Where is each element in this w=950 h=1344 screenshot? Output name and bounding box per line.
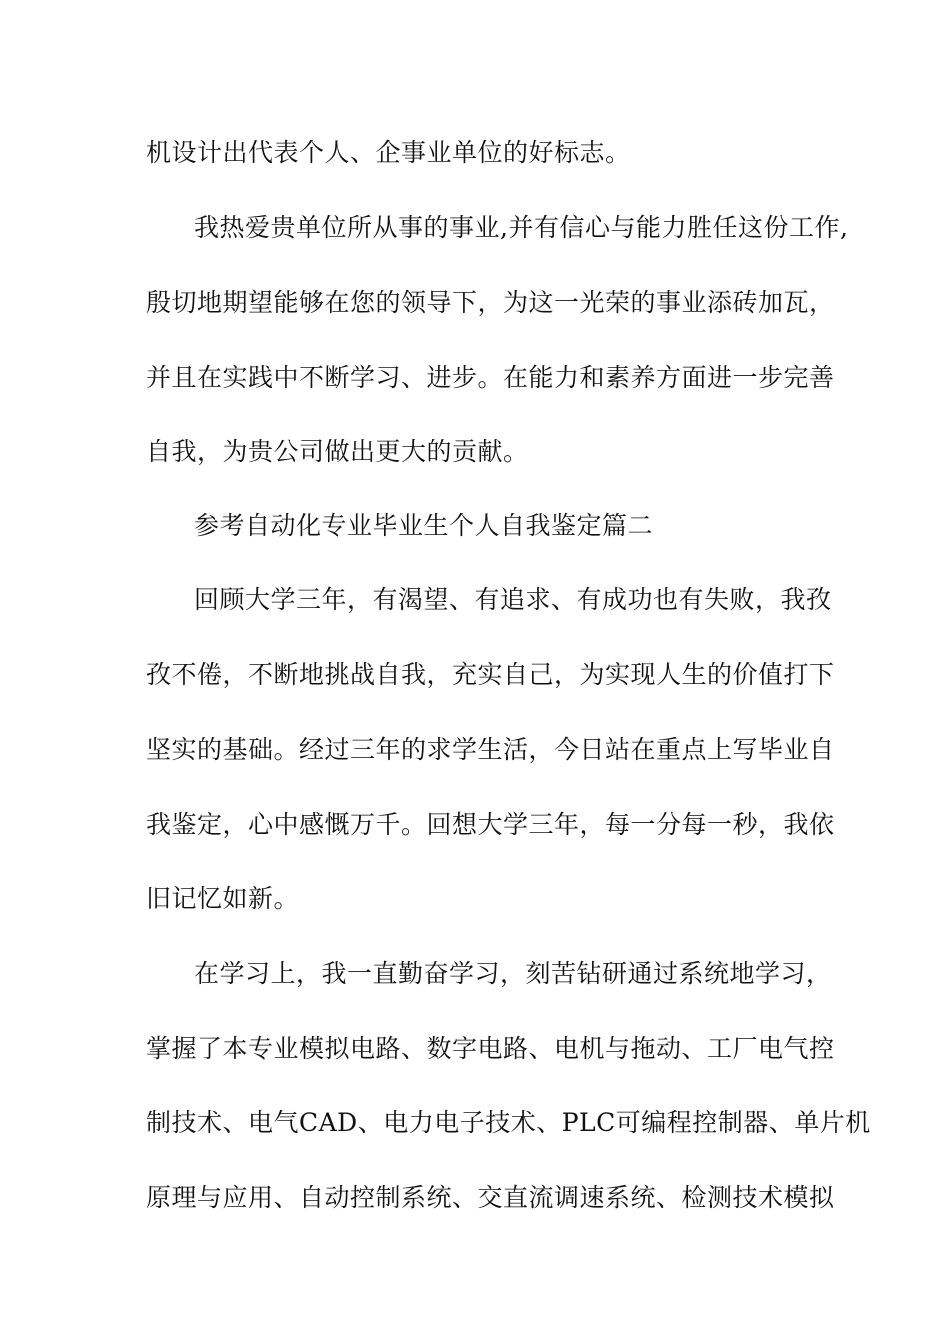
text-line-10: 我鉴定，心中感慨万千。回想大学三年，每一分每一秒，我依	[146, 810, 835, 839]
text-line-8: 孜不倦，不断地挑战自我，充实自己，为实现人生的价值打下	[146, 660, 835, 689]
text-line-4: 并且在实践中不断学习、进步。在能力和素养方面进一步完善	[146, 363, 835, 392]
text-line-2: 我热爱贵单位所从事的事业,并有信心与能力胜任这份工作,	[194, 213, 849, 242]
text-line-15: 原理与应用、自动控制系统、交直流调速系统、检测技术模拟	[146, 1183, 835, 1212]
text-line-12: 在学习上，我一直勤奋学习，刻苦钻研通过系统地学习，	[194, 959, 832, 988]
text-line-3: 殷切地期望能够在您的领导下，为这一光荣的事业添砖加瓦，	[146, 288, 835, 317]
text-line-9: 坚实的基础。经过三年的求学生活，今日站在重点上写毕业自	[146, 735, 835, 764]
text-line-5: 自我，为贵公司做出更大的贡献。	[146, 437, 529, 466]
text-line-7: 回顾大学三年，有渴望、有追求、有成功也有失败，我孜	[194, 585, 832, 614]
text-line-14: 制技术、电气CAD、电力电子技术、PLC可编程控制器、单片机	[146, 1108, 871, 1137]
text-line-1: 机设计出代表个人、企事业单位的好标志。	[146, 138, 631, 167]
text-line-11: 旧记忆如新。	[146, 884, 300, 913]
section-heading: 参考自动化专业毕业生个人自我鉴定篇二	[194, 511, 654, 540]
text-line-13: 掌握了本专业模拟电路、数字电路、电机与拖动、工厂电气控	[146, 1034, 835, 1063]
